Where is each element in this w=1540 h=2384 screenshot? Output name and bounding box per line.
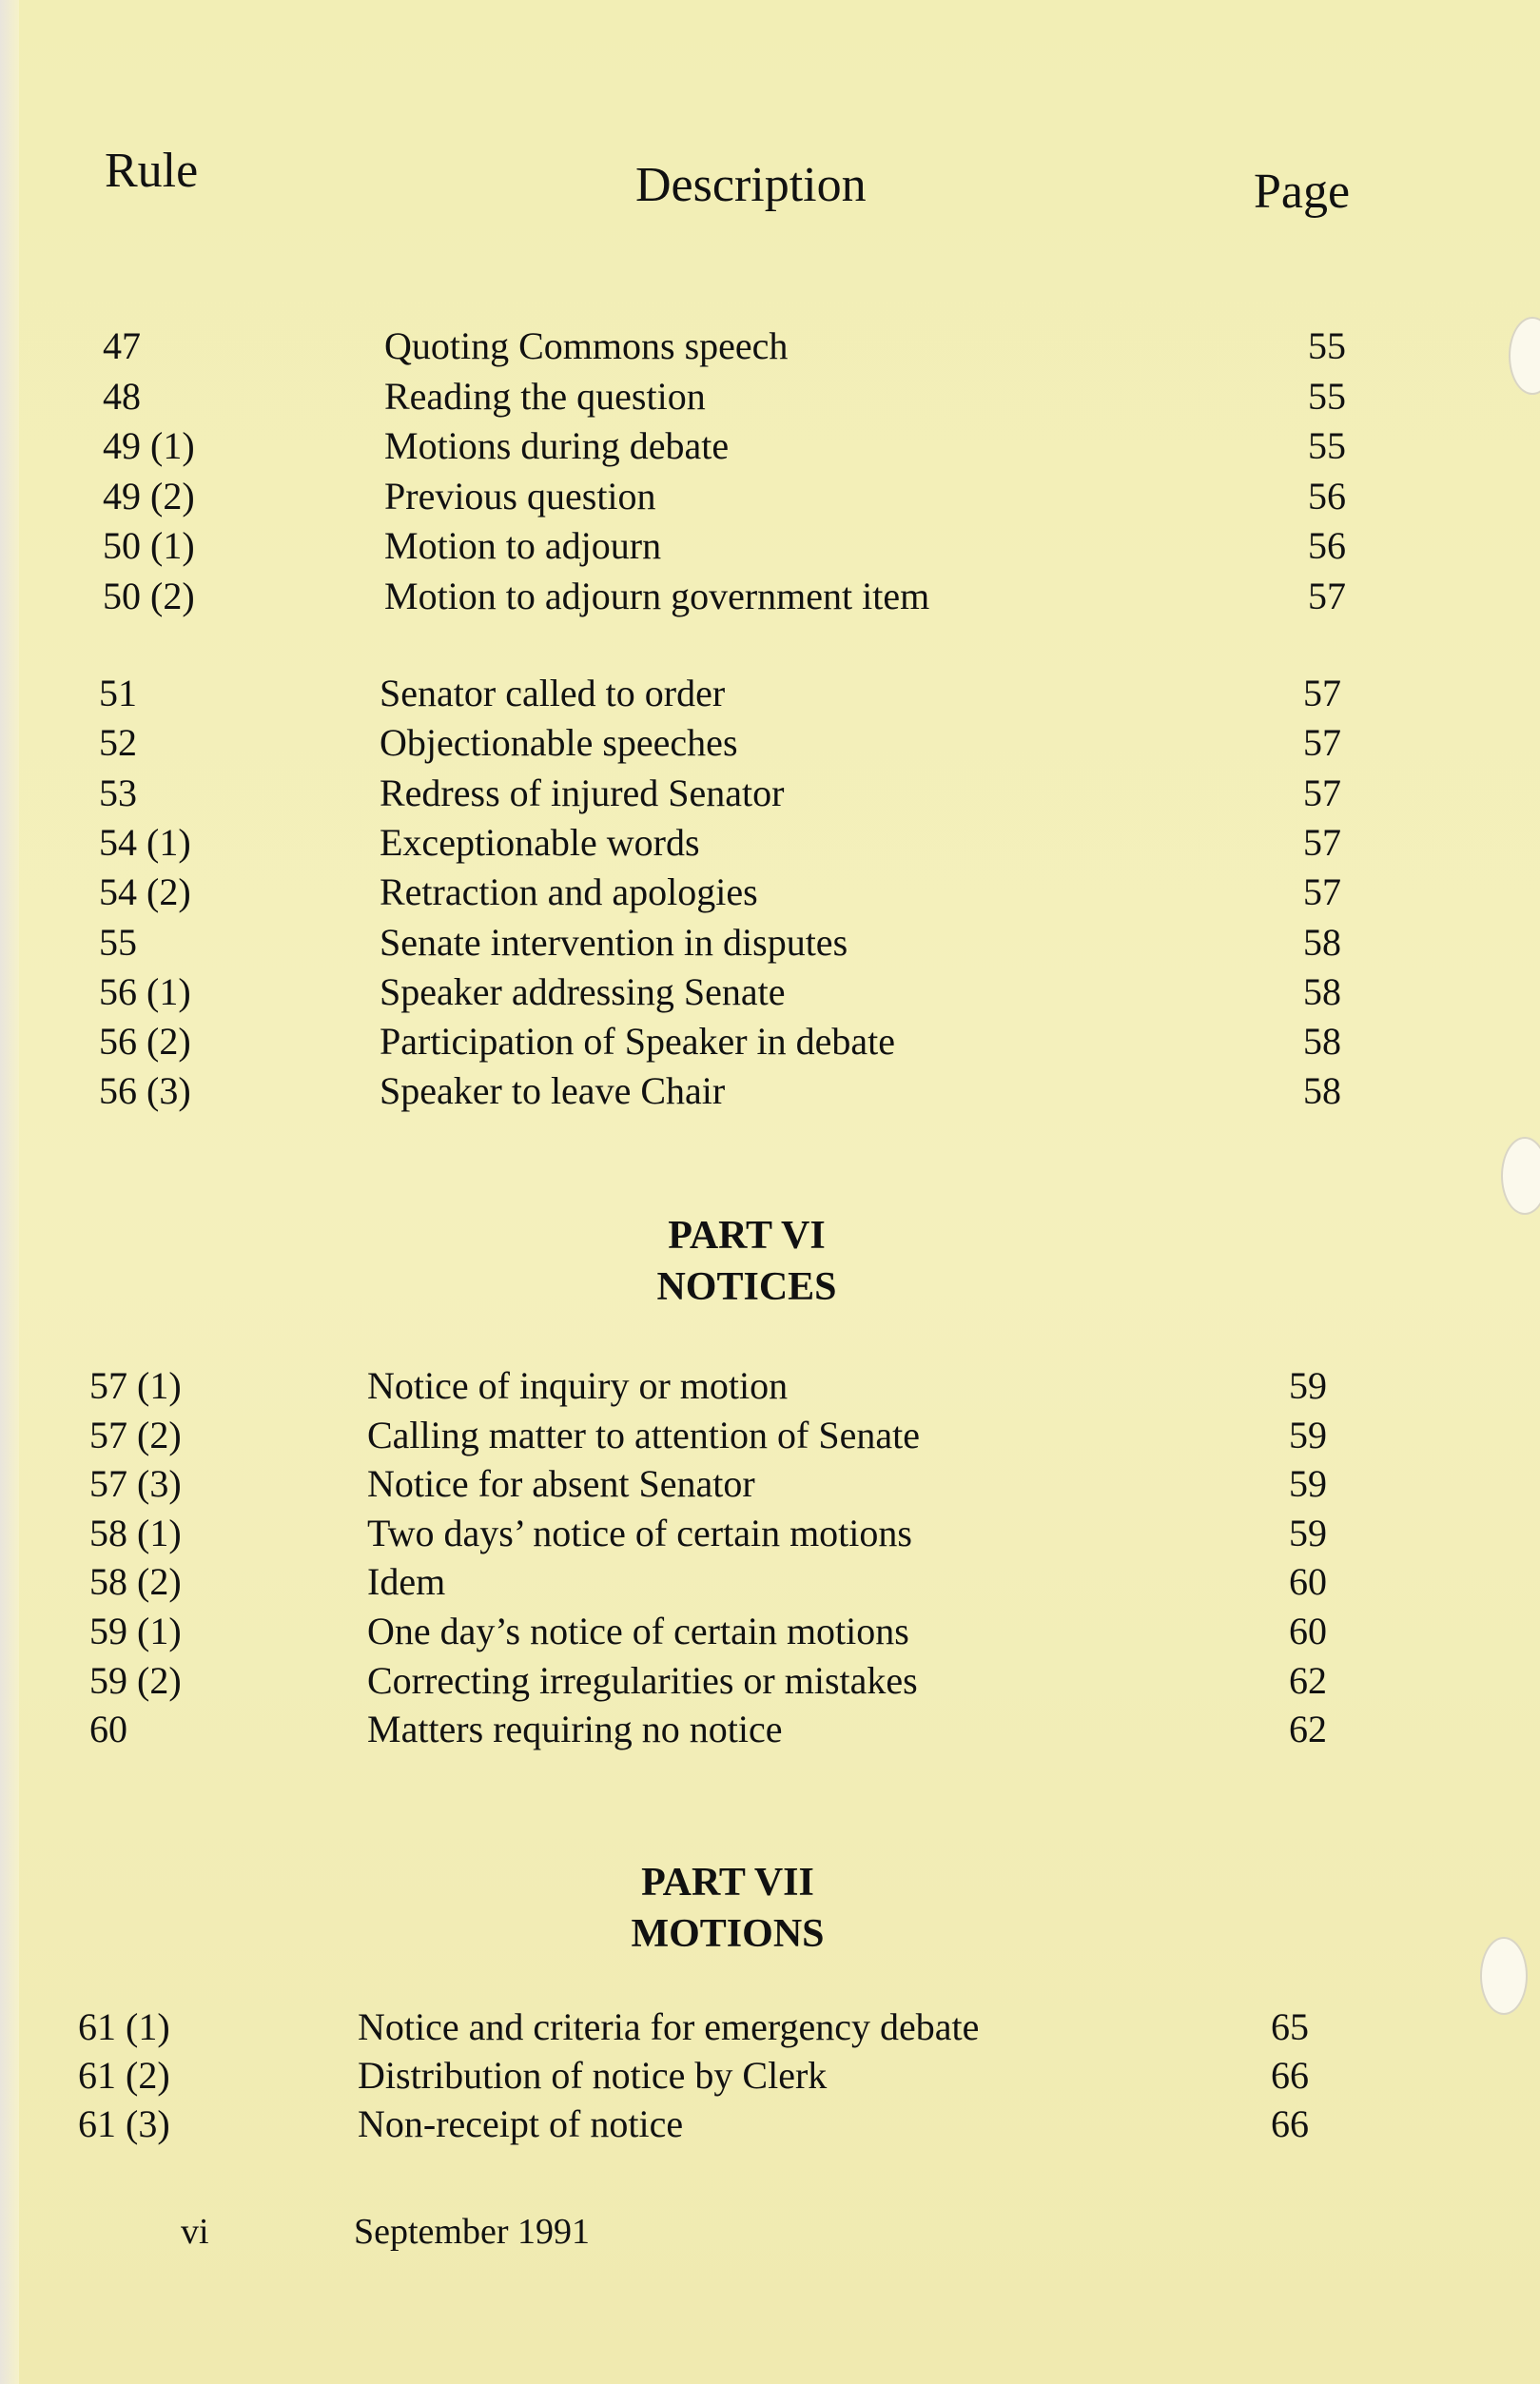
page-number: 58 <box>1303 920 1341 964</box>
page-number: 65 <box>1271 2005 1309 2048</box>
rule-description: Correcting irregularities or mistakes <box>367 1658 918 1702</box>
table-row <box>0 820 1540 870</box>
table-row <box>0 2101 1540 2151</box>
rule-description: Calling matter to attention of Senate <box>367 1413 920 1456</box>
rule-number: 59 (2) <box>89 1658 182 1702</box>
page-number: 62 <box>1289 1708 1327 1751</box>
table-row <box>0 523 1540 573</box>
table-row <box>0 1707 1540 1756</box>
table-row <box>0 1559 1540 1609</box>
table-row <box>0 671 1540 720</box>
page-number: 58 <box>1303 969 1341 1013</box>
table-row <box>0 1068 1540 1118</box>
table-row <box>0 374 1540 423</box>
rule-number: 52 <box>99 721 137 765</box>
rule-number: 60 <box>89 1708 127 1751</box>
rule-number: 55 <box>99 920 137 964</box>
table-row <box>0 870 1540 919</box>
rule-description: Participation of Speaker in debate <box>380 1020 896 1064</box>
rule-description: Distribution of notice by Clerk <box>358 2054 828 2097</box>
table-row <box>0 574 1540 623</box>
rule-number: 61 (2) <box>78 2054 170 2097</box>
column-header-description: Description <box>635 158 867 212</box>
rule-number: 56 (1) <box>99 969 191 1013</box>
rule-description: Retraction and apologies <box>380 870 758 914</box>
rule-number: 50 (1) <box>103 524 195 567</box>
rule-number: 51 <box>99 672 137 714</box>
rule-number: 58 (2) <box>89 1560 182 1604</box>
table-row <box>0 1658 1540 1708</box>
table-row <box>0 1363 1540 1413</box>
part-vii-subtitle: MOTIONS <box>631 1912 825 1956</box>
rule-description: Quoting Commons speech <box>384 324 789 367</box>
rule-number: 57 (2) <box>89 1413 182 1456</box>
rule-description: Non-receipt of notice <box>358 2102 684 2145</box>
page-number: 55 <box>1308 374 1346 418</box>
table-row <box>0 323 1540 373</box>
page-number: 58 <box>1303 1069 1341 1113</box>
rule-number: 57 (3) <box>89 1462 182 1506</box>
rule-number: 57 (1) <box>89 1364 182 1407</box>
table-row <box>0 771 1540 820</box>
rule-number: 54 (1) <box>99 820 191 864</box>
rule-number: 56 (2) <box>99 1020 191 1064</box>
page-number: 55 <box>1308 424 1346 467</box>
rule-description: Speaker to leave Chair <box>380 1069 726 1113</box>
table-row <box>0 2004 1540 2054</box>
page-number: 56 <box>1308 474 1346 518</box>
table-row <box>0 1461 1540 1511</box>
rule-number: 48 <box>103 374 141 418</box>
column-header-page: Page <box>1254 165 1351 219</box>
page-number: 55 <box>1308 324 1346 367</box>
page-number: 57 <box>1303 771 1341 814</box>
rule-description: Notice for absent Senator <box>367 1462 755 1506</box>
page-number: 62 <box>1289 1658 1327 1702</box>
rule-number: 61 (1) <box>78 2005 170 2048</box>
table-row <box>0 1511 1540 1560</box>
part-vii-title: PART VII <box>641 1861 814 1905</box>
page-number: 66 <box>1271 2054 1309 2097</box>
table-row <box>0 1609 1540 1658</box>
table-row <box>0 720 1540 770</box>
rule-number: 53 <box>99 771 137 814</box>
rule-number: 49 (2) <box>103 474 195 518</box>
table-row <box>0 920 1540 969</box>
rule-number: 47 <box>103 324 141 367</box>
table-row <box>0 1019 1540 1068</box>
rule-number: 58 (1) <box>89 1511 182 1554</box>
rule-description: Matters requiring no notice <box>367 1708 783 1751</box>
rule-description: Motion to adjourn government item <box>384 574 930 617</box>
page-number: 58 <box>1303 1020 1341 1064</box>
page-number: 60 <box>1289 1610 1327 1652</box>
rule-description: Idem <box>367 1560 446 1604</box>
rule-description: Senator called to order <box>380 672 726 714</box>
rule-description: Objectionable speeches <box>380 721 738 765</box>
table-row <box>0 1413 1540 1462</box>
page-number: 59 <box>1289 1364 1327 1407</box>
rule-description: Exceptionable words <box>380 820 700 864</box>
page-number: 57 <box>1303 820 1341 864</box>
rule-description: Redress of injured Senator <box>380 771 785 814</box>
page-number: 57 <box>1303 721 1341 765</box>
rule-description: Reading the question <box>384 374 706 418</box>
rule-number: 50 (2) <box>103 574 195 617</box>
table-row <box>0 2053 1540 2102</box>
rule-number: 61 (3) <box>78 2102 170 2145</box>
rule-number: 49 (1) <box>103 424 195 467</box>
rule-description: Senate intervention in disputes <box>380 920 848 964</box>
binder-hole-middle <box>1501 1137 1540 1215</box>
rule-number: 54 (2) <box>99 870 191 914</box>
page-number: 59 <box>1289 1413 1327 1456</box>
table-row <box>0 423 1540 473</box>
page-number: 57 <box>1303 870 1341 914</box>
rule-description: Notice and criteria for emergency debate <box>358 2005 980 2048</box>
page-number: 56 <box>1308 524 1346 567</box>
page-number: 57 <box>1303 672 1341 714</box>
column-header-rule: Rule <box>105 144 199 198</box>
part-vi-title: PART VI <box>668 1214 826 1258</box>
page-number: 59 <box>1289 1462 1327 1506</box>
rule-description: Motion to adjourn <box>384 524 662 567</box>
page-number: 66 <box>1271 2102 1309 2145</box>
rule-description: Speaker addressing Senate <box>380 969 786 1013</box>
footer-page-number: vi <box>181 2212 209 2252</box>
page-number: 57 <box>1308 574 1346 617</box>
footer-date: September 1991 <box>354 2212 591 2252</box>
page-number: 59 <box>1289 1511 1327 1554</box>
rule-description: Two days’ notice of certain motions <box>367 1511 912 1554</box>
rule-number: 59 (1) <box>89 1610 182 1652</box>
table-row <box>0 474 1540 523</box>
rule-description: Notice of inquiry or motion <box>367 1364 789 1407</box>
rule-description: Previous question <box>384 474 656 518</box>
table-row <box>0 969 1540 1019</box>
part-vi-subtitle: NOTICES <box>656 1265 837 1309</box>
rule-description: One day’s notice of certain motions <box>367 1610 909 1652</box>
rule-description: Motions during debate <box>384 424 730 467</box>
binder-hole-bottom <box>1480 1937 1528 2015</box>
rule-number: 56 (3) <box>99 1069 191 1113</box>
page-number: 60 <box>1289 1560 1327 1604</box>
